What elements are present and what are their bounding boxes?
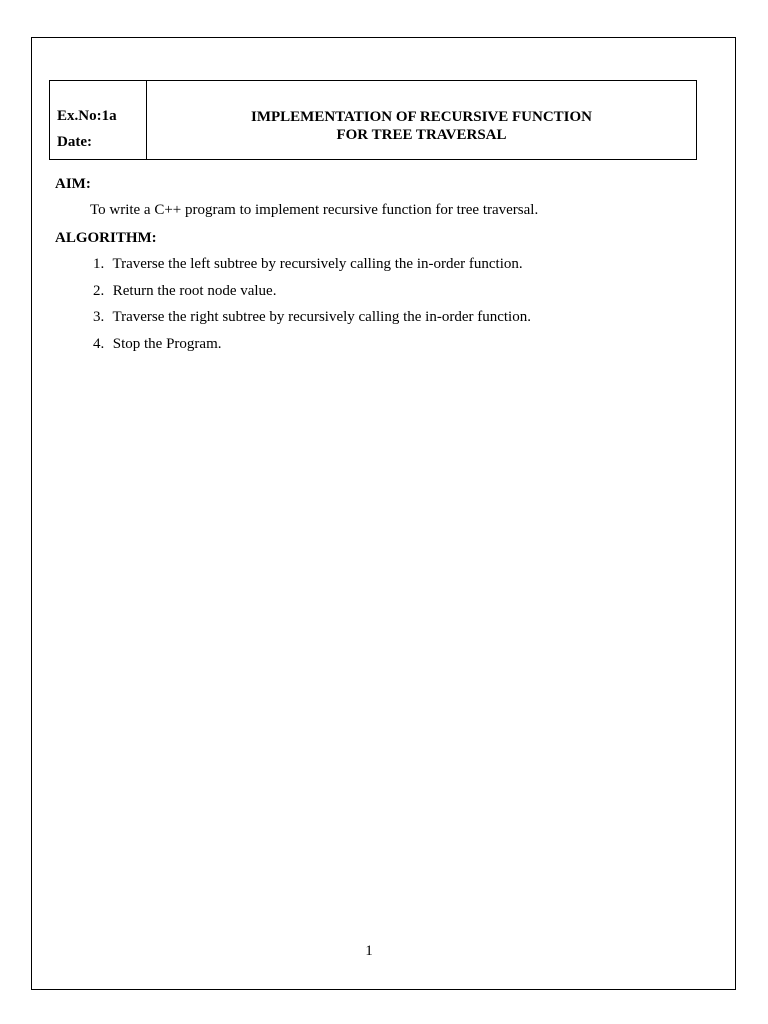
- header-table: [49, 80, 697, 160]
- step-number: 1.: [93, 256, 105, 272]
- step-number: 2.: [93, 282, 105, 299]
- title-line-2: FOR TREE TRAVERSAL: [336, 127, 507, 143]
- aim-heading: AIM:: [55, 176, 91, 192]
- aim-text: To write a C++ program to implement recursive function for tree traversal.: [90, 202, 539, 218]
- step-number: 3.: [93, 309, 105, 325]
- algorithm-heading: ALGORITHM:: [55, 230, 157, 246]
- document-title: [147, 108, 696, 144]
- page-border: [31, 37, 736, 990]
- step-text: Traverse the left subtree by recursively calling the in-order function.: [112, 256, 523, 272]
- step-text: Stop the Program.: [112, 335, 222, 352]
- step-text: Return the root node value.: [112, 282, 277, 299]
- step-text: Traverse the right subtree by recursively calling the in-order function.: [112, 309, 531, 325]
- algorithm-step: [93, 255, 531, 282]
- page-number: 1: [365, 943, 373, 959]
- step-number: 4.: [93, 335, 105, 352]
- algorithm-step: [93, 282, 531, 309]
- date-label: Date:: [57, 134, 92, 150]
- title-line-1: IMPLEMENTATION OF RECURSIVE FUNCTION: [251, 109, 592, 125]
- exercise-number: Ex.No:1a: [57, 108, 117, 124]
- algorithm-step: [93, 308, 531, 335]
- algorithm-step: [93, 335, 531, 362]
- algorithm-list: [93, 255, 531, 361]
